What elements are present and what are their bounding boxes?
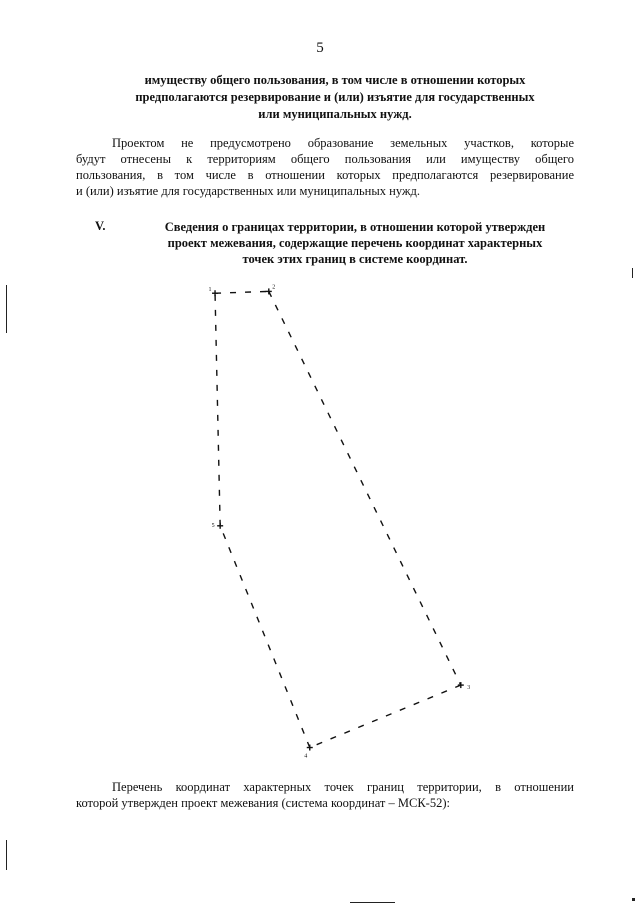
paragraph-line: пользования, в том числе в отношении которых предполагаются резервирование [76, 168, 574, 182]
scan-margin-mark [632, 898, 635, 901]
paragraph-line: Проектом не предусмотрено образование земельных участков, которые [112, 136, 574, 150]
paragraph-line: которой утвержден проект межевания (система координат – МСК-52): [76, 796, 450, 810]
section-title-line: проект межевания, содержащие перечень координат характерных [167, 236, 543, 250]
section-title-line: Сведения о границах территории, в отношении которой утвержден [164, 220, 546, 234]
scan-margin-mark [632, 268, 633, 278]
boundary-segment [215, 291, 269, 293]
paragraph-line: и (или) изъятие для государственных или муниципальных нужд. [76, 184, 421, 198]
point-label: 3 [467, 685, 471, 692]
point-label: 2 [272, 284, 276, 291]
heading-line: или муниципальных нужд. [258, 107, 412, 121]
point-label: 5 [211, 522, 215, 529]
paragraph-coordinates-list [76, 779, 574, 811]
boundary-point-1 [209, 287, 219, 296]
page-number: 5 [316, 40, 324, 56]
section-number: V. [95, 219, 106, 233]
boundary-segment [220, 526, 310, 748]
scan-margin-mark [6, 840, 7, 870]
scan-margin-mark [6, 285, 7, 333]
section-title-line: точек этих границ в системе координат. [242, 252, 468, 266]
point-label: 4 [304, 753, 308, 760]
boundary-point-2 [266, 284, 276, 294]
paragraph-line: будут отнесены к территориям общего пользования или имуществу общего [76, 152, 574, 166]
boundary-point-5 [212, 523, 224, 529]
paragraph-line: Перечень координат характерных точек границ территории, в отношении [112, 780, 574, 794]
boundary-segment [310, 685, 461, 747]
boundary-segment [269, 291, 461, 685]
boundary-segment [215, 293, 220, 526]
boundary-point-4 [304, 745, 313, 760]
heading-line: предполагаются резервирование и (или) изъятие для государственных [135, 90, 535, 104]
scan-margin-mark [350, 902, 395, 903]
heading-line: имуществу общего пользования, в том числе в отношении которых [144, 73, 526, 87]
point-label: 1 [208, 287, 212, 294]
